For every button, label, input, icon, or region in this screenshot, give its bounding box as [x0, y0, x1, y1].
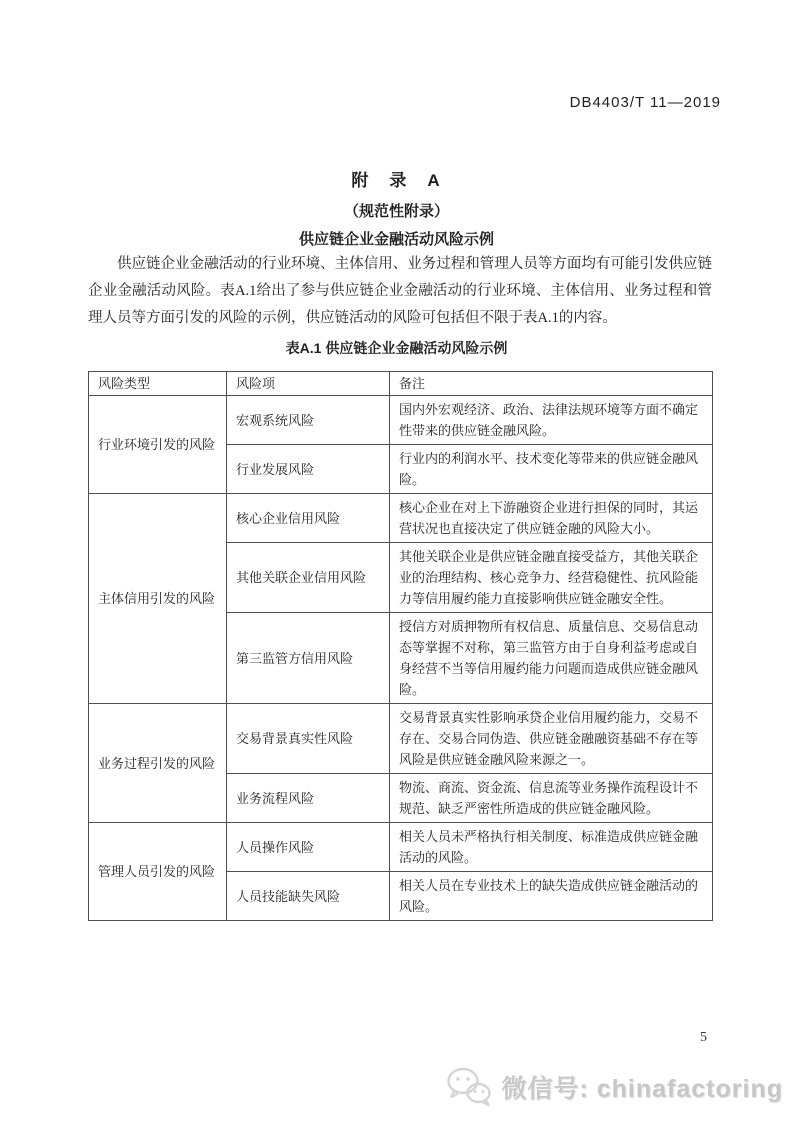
- risk-note-cell: 授信方对质押物所有权信息、质量信息、交易信息动态等掌握不对称，第三监管方由于自身利益考虑或自身经营不当等信用履约能力问题而造成供应链金融风险。: [390, 613, 713, 704]
- intro-paragraph: 供应链企业金融活动的行业环境、主体信用、业务过程和管理人员等方面均有可能引发供应链企业金融活动风险。表A.1给出了参与供应链企业金融活动的行业环境、主体信用、业务过程和管理人员等方面引发的风险的示例，供应链活动的风险可包括但不限于表A.1的内容。: [88, 256, 712, 326]
- risk-item-cell: 行业发展风险: [227, 445, 390, 494]
- wechat-watermark-text: 微信号: chinafactoring: [501, 1075, 783, 1103]
- risk-note-cell: 交易背景真实性影响承贷企业信用履约能力，交易不存在、交易合同伪造、供应链金融融资基础不存在等风险是供应链金融风险来源之一。: [390, 704, 713, 774]
- wechat-icon: [445, 1066, 493, 1108]
- table-header-row: [89, 372, 713, 396]
- risk-item-cell: 其他关联企业信用风险: [227, 543, 390, 613]
- page-number: 5: [700, 1030, 707, 1045]
- risk-item-cell: 宏观系统风险: [227, 396, 390, 445]
- risk-note-cell: 相关人员未严格执行相关制度、标准造成供应链金融活动的风险。: [390, 823, 713, 872]
- risk-note-cell: 相关人员在专业技术上的缺失造成供应链金融活动的风险。: [390, 872, 713, 921]
- table-row: [89, 823, 713, 872]
- risk-category-cell: 行业环境引发的风险: [89, 396, 227, 494]
- column-header-risk-type: 风险类型: [89, 372, 227, 396]
- column-header-note: 备注: [390, 372, 713, 396]
- appendix-subject: 供应链企业金融活动风险示例: [298, 231, 494, 248]
- table-row: [89, 494, 713, 543]
- column-header-risk-item: 风险项: [227, 372, 390, 396]
- risk-category-cell: 管理人员引发的风险: [89, 823, 227, 921]
- wechat-watermark: [445, 1066, 783, 1108]
- appendix-type: （规范性附录）: [343, 203, 449, 220]
- risk-category-cell: 业务过程引发的风险: [89, 704, 227, 823]
- risk-note-cell: 国内外宏观经济、政治、法律法规环境等方面不确定性带来的供应链金融风险。: [390, 396, 713, 445]
- risk-item-cell: 人员操作风险: [227, 823, 390, 872]
- risk-item-cell: 人员技能缺失风险: [227, 872, 390, 921]
- appendix-heading: 附 录 A: [351, 171, 442, 190]
- risk-item-cell: 业务流程风险: [227, 774, 390, 823]
- risk-item-cell: 交易背景真实性风险: [227, 704, 390, 774]
- risk-item-cell: 第三监管方信用风险: [227, 613, 390, 704]
- appendix-title-block: [0, 166, 793, 249]
- risk-note-cell: 行业内的利润水平、技术变化等带来的供应链金融风险。: [390, 445, 713, 494]
- risk-note-cell: 物流、商流、资金流、信息流等业务操作流程设计不规范、缺乏严密性所造成的供应链金融风险。: [390, 774, 713, 823]
- table-row: [89, 704, 713, 774]
- risk-item-cell: 核心企业信用风险: [227, 494, 390, 543]
- risk-note-cell: 核心企业在对上下游融资企业进行担保的同时，其运营状况也直接决定了供应链金融的风险大小。: [390, 494, 713, 543]
- risk-note-cell: 其他关联企业是供应链金融直接受益方，其他关联企业的治理结构、核心竞争力、经营稳健性、抗风险能力等信用履约能力直接影响供应链金融安全性。: [390, 543, 713, 613]
- risk-category-cell: 主体信用引发的风险: [89, 494, 227, 704]
- table-row: [89, 396, 713, 445]
- standard-code: DB4403/T 11—2019: [569, 94, 721, 111]
- risk-table: [88, 371, 713, 921]
- table-caption: 表A.1 供应链企业金融活动风险示例: [285, 340, 508, 356]
